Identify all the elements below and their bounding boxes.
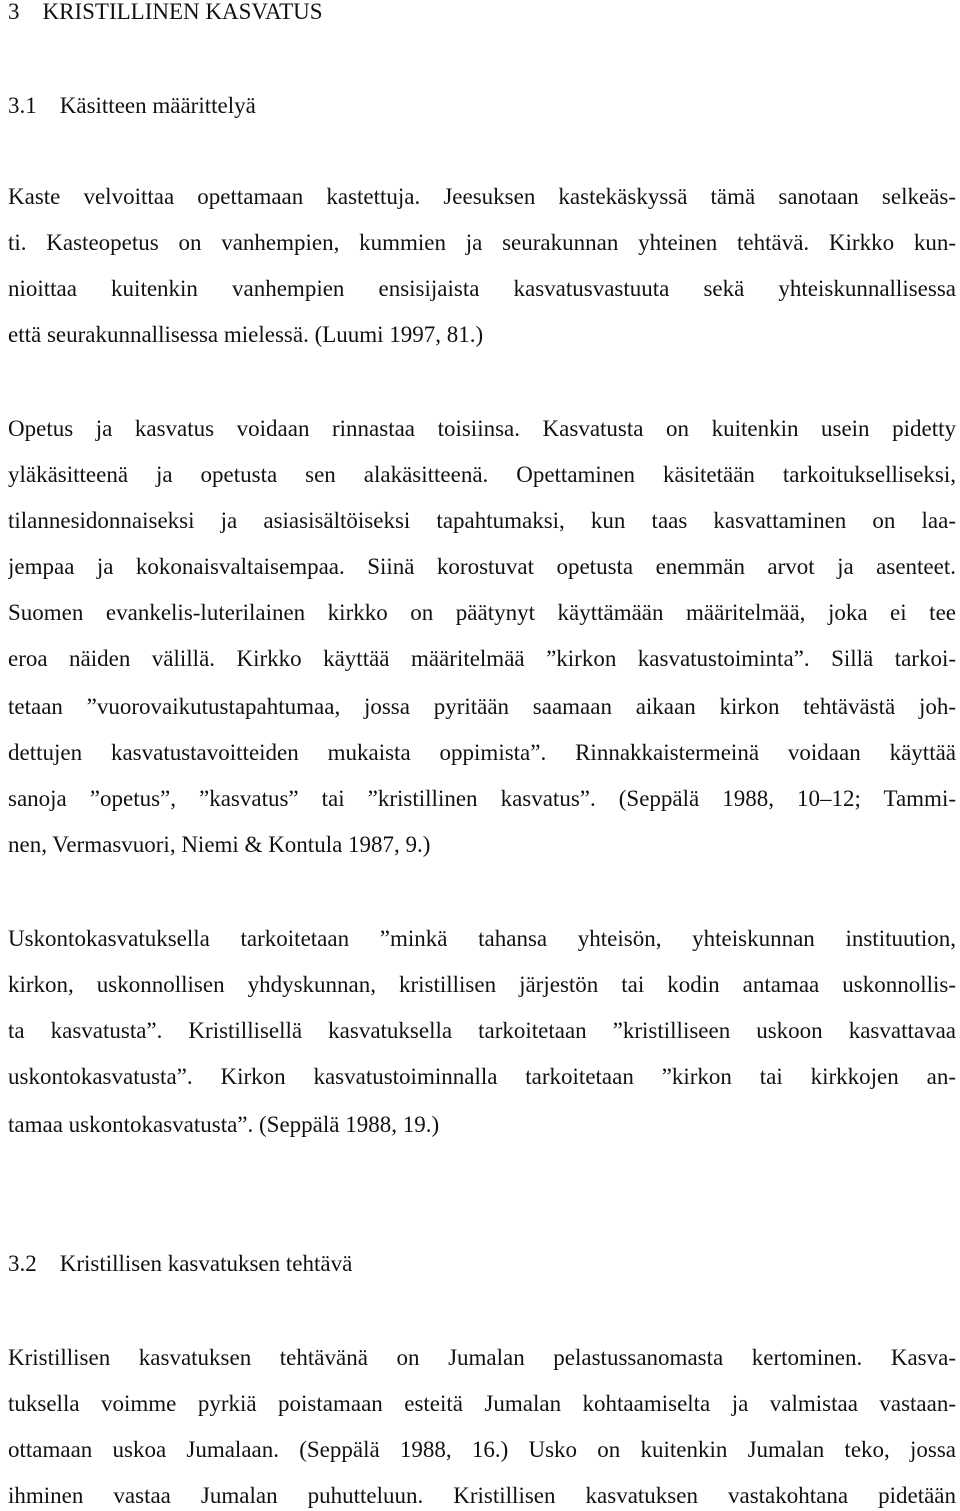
paragraph-4-line: Kristillisen kasvatuksen tehtävänä on Jumalan pelastussanomasta kertominen. Kasva- — [8, 1345, 956, 1370]
paragraph-4-line: ottamaan uskoa Jumalaan. (Seppälä 1988, 16.) Usko on kuitenkin Jumalan teko, jossa — [8, 1437, 956, 1462]
paragraph-2-line: Opetus ja kasvatus voidaan rinnastaa toisiinsa. Kasvatusta on kuitenkin usein pidetty — [8, 416, 956, 441]
paragraph-3-line: Uskontokasvatuksella tarkoitetaan ”minkä tahansa yhteisön, yhteiskunnan instituution, — [8, 926, 956, 951]
paragraph-2-line: dettujen kasvatustavoitteiden mukaista oppimista”. Rinnakkaistermeinä voidaan käyttää — [8, 740, 956, 765]
paragraph-2-line: eroa näiden välillä. Kirkko käyttää määritelmää ”kirkon kasvatustoiminta”. Sillä tarkoi- — [8, 646, 956, 671]
paragraph-4-line: tuksella voimme pyrkiä poistamaan esteitä Jumalan kohtaamiselta ja valmistaa vastaan- — [8, 1391, 956, 1416]
paragraph-1-line: nioittaa kuitenkin vanhempien ensisijaista kasvatusvastuuta sekä yhteiskunnallisessa — [8, 276, 956, 301]
paragraph-1-line: Kaste velvoittaa opettamaan kastettuja. Jeesuksen kastekäskyssä tämä sanotaan selkeäs- — [8, 184, 956, 209]
paragraph-2-line: jempaa ja kokonaisvaltaisempaa. Siinä korostuvat opetusta enemmän arvot ja asenteet. — [8, 554, 956, 579]
paragraph-2-line: nen, Vermasvuori, Niemi & Kontula 1987, 9.) — [8, 832, 431, 857]
paragraph-4-line: ihminen vastaa Jumalan puhutteluun. Kristillisen kasvatuksen vastakohtana pidetään — [8, 1483, 956, 1508]
paragraph-2-line: yläkäsitteenä ja opetusta sen alakäsitteenä. Opettaminen käsitetään tarkoitukselliseksi, — [8, 462, 956, 487]
paragraph-2-line: tetaan ”vuorovaikutustapahtumaa, jossa pyritään saamaan aikaan kirkon tehtävästä joh- — [8, 694, 956, 719]
section-heading-3-1: 3.1 Käsitteen määrittelyä — [8, 93, 256, 118]
paragraph-1-line: ti. Kasteopetus on vanhempien, kummien ja seurakunnan yhteinen tehtävä. Kirkko kun- — [8, 230, 956, 255]
paragraph-3-line: kirkon, uskonnollisen yhdyskunnan, kristillisen järjestön tai kodin antamaa uskonnollis- — [8, 972, 956, 997]
paragraph-1-line: että seurakunnallisessa mielessä. (Luumi 1997, 81.) — [8, 322, 484, 347]
paragraph-3-line: ta kasvatusta”. Kristillisellä kasvatuksella tarkoitetaan ”kristilliseen uskoon kasvattavaa — [8, 1018, 956, 1043]
chapter-heading: 3 KRISTILLINEN KASVATUS — [8, 0, 323, 24]
paragraph-3-line: tamaa uskontokasvatusta”. (Seppälä 1988, 19.) — [8, 1112, 440, 1137]
paragraph-3-line: uskontokasvatusta”. Kirkon kasvatustoiminnalla tarkoitetaan ”kirkon tai kirkkojen an- — [8, 1064, 956, 1089]
paragraph-2-line: Suomen evankelis-luterilainen kirkko on päätynyt käyttämään määritelmää, joka ei tee — [8, 600, 956, 625]
paragraph-2-line: sanoja ”opetus”, ”kasvatus” tai ”kristillinen kasvatus”. (Seppälä 1988, 10–12; Tammi- — [8, 786, 956, 811]
section-heading-3-2: 3.2 Kristillisen kasvatuksen tehtävä — [8, 1251, 353, 1276]
paragraph-2-line: tilannesidonnaiseksi ja asiasisältöiseksi tapahtumaksi, kun taas kasvattaminen on laa- — [8, 508, 956, 533]
